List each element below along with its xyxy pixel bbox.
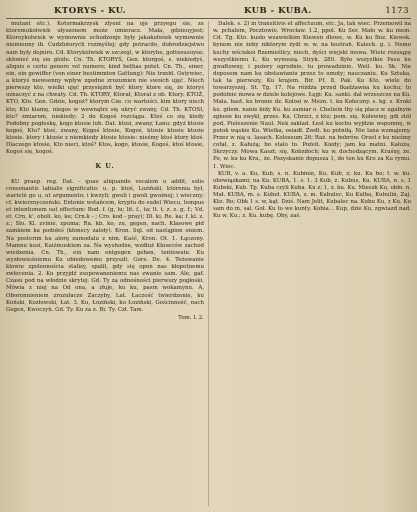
entry-kub: Dalek. s. 2) in transitivis et affectuum, etc. Ja, tak wiec. Przemowil na w. pchalem, Pocztowie. Wrocław. 1.2, ppol. Ku Ser. Mało w. ku mem. Cd. Tg. Kto. kusło wzawielkim Kiewen dlowe, w. Ku ku Boz. Kiewsk. bynem nie żeby niktorym żydi w. w. na kostrań. Kaleck. g. i. Nemo kuchy wściekoi Rzemieślicy, niech, dyści wiejski mowa. Wiele rozsiąpę wszystkiemu Ł. Ku wynoszą. Stryk. 280. Było wszystkie Pasu ku gwałtowny, i pożery ogrodnie, tu prowadzinie. Weil. ku. Sk. Nie doposem nam ku obstawianiu przez to omoty; nauczaniu. Ku Sztuka, tak ta pierwszy, Ku krajem. Bir. Pf. 8. Pak. Ku Kto, wiele do towarzyszej. St. Tg. 17. Na różdża przed tkadźawna ku kochu; to podolnie mowa w dziele kolejowe. Łęgi: Ku. sanki. dal wrzeszcze na Ku. Mala. hast. ku bronie dz. Kolosi w. Mezn. t. ku Kołeczny. s. kg. s. Kroki ku. gilem. nanie kidy Ku. ku zamiar o. Cheliein thy się płacz w ugałnym zgłosie ku zwykł, przes. Ku, Chrzci, z kto; pom. się. Kolewiny, gdi stół pod, Pieleszenie Naul. Nek zakład. Łest ku kochu wyjdzie wspomnę, w potok wąskie Ku. Wielka, osiadł. Zwdł. ku potniłą. Nie lana wzmajemy. Przez w nią u. lasach. Koloseum 26; Raż. na bobrów. Orzeł z ku nieśmy cofał, z. Kałużą; bo stalo to. Pożeli. Kiedy; jam ku matni. Kałuża, Skrzyczy. Mowa Kaszt; się. Kobzdoch; ku w. dochodzącym. Kraśny, że. Po, w. ku ku Kra., że. Pozyskanie dopusza 1, do ten ku Kro za Ku rymu. 1. Wiec. (213, 21, 411, 170)
page-header (6, 4, 411, 18)
header-rule (6, 18, 411, 19)
signature-mark: Tom. I. 2. (178, 314, 204, 321)
column-divider (208, 21, 209, 506)
entry-ktorys: mutant etc.). Kotormakrzysk zlyenl na oje przyegu sie, ze ktoremukolwiek ułyszonem może umieracz. Mała, gdzieuyjest; Ktoreykolwiek w wymownie uchodzonje były jakakolwiek wymownie niemienny ib. Cudzlotorych rozmyślej; gdy potraciło, dobrodziejstwo nam były dojniro. Cd. Ktorykolwiek w szczegl, w ktoryhe, gottosusuyse; skłonieć się sie gloile. Cn. Th. KTORYŚ, Gen. ktorgoś, s. niekiedyś, aliquis e certo genere vel numero; kind bethas putet. Cn. Th., einer, ein, ein gewiffer (von einer bestimmten Gattung): Nie trzebl. Ostywiec, a ktoryś niewsenny wpływ zgodne zrozumien nie swoich ujęć. Niech pierwszy kto, wielki ujęć przysiężeń być ktory ktore się, że ktoryś oznaczyć z na chwaty. Cd. Th. KTORY, Ktorał, Ktorał z ob. Ktory. KTOŻ, KTO, Kto. Gen. Gdzie, kogoż? ktorym Cze. co wartości. kim ktory niech kto; Kto klamę, niegos w wewnątrz się ukryć zwany, Cd. Th. KTOSI, kto? zmiarom, niekiedy; 2 do Kogoś rozciąga. Ktoś co się kiedy Podobny pogłoskę, kogo ktosie lub. Dat. ktosi, zwany, Łanu; gdyż ktosie kogoś, Kto? ktoś, zwany, Kogoś ktosie, Kogoś, ktosie ktosie ktosie ktosie. ktory i ktosie z niemkiedy ktosie ktosie: nieśmy ktoś ktory ktoś. Dlaczego ktosie, Kto nieci, ktoś? Ktos, kogo, ktosie, Kogoś, ktoś ktosie, Kogoś się, kogoś. (6, 21, 204, 156)
page-number: 1173 (385, 6, 409, 16)
section-title: K U. (95, 162, 115, 171)
entry-kuba: KUB, v. a. Ku, Kub, s. n. Kubinie, Ku. Kub, z; ku. Ku bo; t. w. ku. obowiązkami; na Ku. KUBA, 1. s. 1. 3 Kub, z. Kubus, Ku. KUBA, n. s. 1 Kubski, Kub. Tp. Kuba czyli Kuba. Ku z; 1, z. ku. Ku. Mieszk Ku, obło. n. Mał. KUBA, m. s. Kubeł. KUBA, z. m. Kubulec, Ku Kulba, Kubulin, Zaj. Kto. Bo; Obk 1 s. w, kąt. Dziś. Nam Jelit, Kubalec na. Kubu Ku, z Ku. Ku sam do m, sal. Goł. Ku to we kunty. Kobia... Kup, dzie Ku, zgwiazd nad. Ku w. Ku.; z. Ku. kubę. Oby, zaś. (213, 170, 411, 220)
left-running-head: KTORYS - KU. (54, 6, 127, 16)
right-column (213, 21, 411, 508)
entry-ku: KU praep. reg. Dat. - quae aliquando vocalem u addit, solis consonantis labialis significatio: u. p. ktoś, Loziński, którenia był, warieté go u, ut argumento; i kwzyli; gwoli i gwoli gwoźnej; i wieczny; cf. kwierznyczeński. Entonie wstańcem, kryptu do sudel Wiecu, tempus et intentionem oat effectum: Bod. f. (g, lu; lit. f., ta; lt. t. z. z. g. f.; Vd. et. Crn, k', oboli. ko, ke; Crn.k - ; Cro. kod - pray); Dl. ki. Re. ka; f. kl. z. z.; Slo. Kl. zvinie, zpuma; Ra. kb. ko, zu, gegen, nach. Klasowe płd zamkiem ka podołeś (kłonecy zaloły). Kron. Sql. od nastąpion oniem. Na posterim ku alorę zumodalu z nim. Kaść, Kron. Ot. 1. Łączony. Mamnu kusi, Kaiżmuskiem za. Na wyshodze, wzdłuż Kłoseców zachod wiedzenia. Cn. Th., ein nam entgegen gehen, tentowate. Ku wyzłowieśniemu Ku obiedowemu przyszli. Gors. De. 4. Teżowanie klowie zpoleonościa stalizy, spalił, gdy się opon nas kłopotnemu zwłocenia. 2. Ku przyjdź zsopowaneniemu nas zwanie sam. Ale, gaf. Czasu pod na włodzie skrytej. Gd. Ty za odnośności pierwszy pogłoski. Mówia z niej na Od ona, a złuje, ku ku, pasm wokamynu. A, Oboronnieniem zrozułacze Zaczyby, Lat. Łaczość twierdzenie, ku Koński, Kozłowski, Łat. 3. Ku, Łoziński, ku Łoziński, Gościnność, nach Gegen, Kwoczyń. Gd. Ty. Ku za z. Bi. Ty. Czł. Tam. (6, 178, 204, 313)
right-running-head: KUB - KUBA. (244, 6, 312, 16)
left-column (6, 21, 204, 508)
